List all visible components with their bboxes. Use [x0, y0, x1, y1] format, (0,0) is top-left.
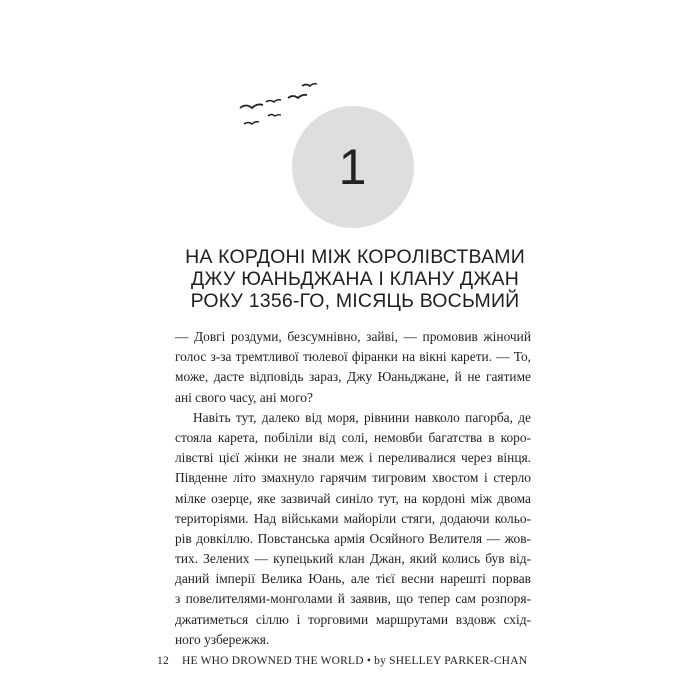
body-line: Навіть тут, далеко від моря, рівнини навколо пагорба, де	[193, 409, 531, 425]
chapter-heading-line: ДЖУ ЮАНЬДЖАНА І КЛАНУ ДЖАН	[190, 268, 520, 290]
book-title: HE WHO DROWNED THE WORLD	[181, 655, 364, 667]
body-text	[175, 327, 531, 650]
body-line: даний імперії Велика Юань, але тієї весни нарешті порвав	[175, 571, 531, 587]
body-line: може, дасте відповідь зараз, Джу Юаньджане, й не гаятиме	[175, 369, 531, 385]
chapter-heading-line: НА КОРДОНІ МІЖ КОРОЛІВСТВАМИ	[185, 246, 525, 268]
body-line: рів довкіллю. Повстанська армія Осяйного Велителя — жов-	[175, 530, 531, 546]
body-line: голос з-за тремтливої тюлевої фіранки на вікні карети. — То,	[175, 349, 531, 365]
body-line: лівстві цієї жінки не знали меж і переливалися через вінця.	[175, 450, 531, 466]
body-line: тих. Зелених — купецький клан Джан, який колись був від-	[175, 551, 531, 567]
body-line: мілке озерце, яке зазвичай синіло тут, на кордоні між двома	[175, 490, 531, 506]
body-line: — Довгі роздуми, безсумнівно, зайві, — промовив жіночий	[175, 329, 531, 344]
bird-icon	[266, 100, 281, 102]
chapter-heading-line: РОКУ 1356-ГО, МІСЯЦЬ ВОСЬМИЙ	[190, 290, 520, 312]
bird-icon	[288, 95, 307, 98]
chapter-number: 1	[338, 139, 368, 195]
author-byline: by SHELLEY PARKER-CHAN	[374, 655, 528, 667]
page-footer	[157, 655, 557, 667]
bird-icon	[268, 115, 281, 117]
body-line: територіями. Над військами майоріли стяги, додаючи кольо-	[175, 510, 531, 526]
body-line: джатиметься сіллю і торговими маршрутами вздовж схід-	[175, 611, 531, 627]
chapter-heading	[160, 246, 550, 312]
page-number: 12	[157, 655, 169, 667]
body-line: ного узбережжя.	[175, 631, 270, 647]
chapter-moon-circle	[292, 106, 414, 228]
footer-separator: •	[366, 655, 372, 667]
body-line: ані свого часу, ані мого?	[175, 389, 313, 405]
body-line: стояла карета, побіліли від солі, немовби багатства в коро-	[175, 429, 531, 445]
bird-icon	[244, 122, 259, 124]
bird-icon	[240, 104, 263, 108]
bird-icon	[302, 84, 317, 86]
body-line: Південне літо змахнуло гарячим тигровим хвостом і стерло	[175, 470, 531, 486]
body-line: з повелителями-монголами й заявив, що тепер сам розпоря-	[175, 591, 531, 607]
